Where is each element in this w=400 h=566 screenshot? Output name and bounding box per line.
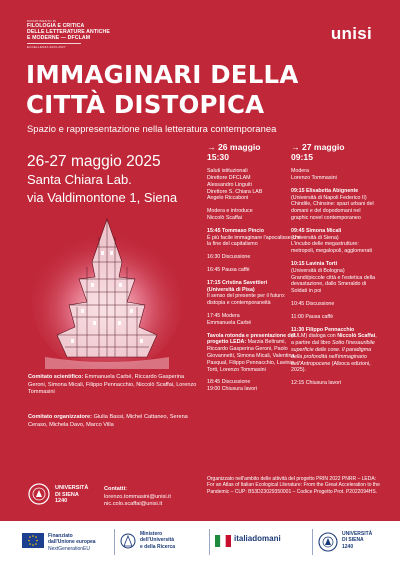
eu-text-3: NextGenerationEU <box>48 545 90 552</box>
unisi-logo-line-3: 1240 <box>55 498 68 504</box>
pnrr-funding-note: Organizzato nell'ambito delle attività del progetto PRIN 2022 PNRR – LEDA: For an Atlas of Italian Ecological Literature: From the Great Acceleration to the Pandemic – CUP: B53D23029350001 – Codice Progetto Prot. P2022094HS. <box>207 476 380 495</box>
day1-heading <box>207 143 302 162</box>
talk-affiliation: (Università di Napoli Federico II) <box>291 194 367 201</box>
day1-closing: 19:00 Chiusura lavori <box>207 386 258 393</box>
day2-coffee-break: 11:00 Pausa caffè <box>291 313 334 320</box>
contacts-label: Contatti: <box>104 486 127 492</box>
dept-line-1: FILOLOGIA E CRITICA <box>27 23 85 29</box>
unisi-footer-text-3: 1240 <box>342 543 354 550</box>
ministry-emblem-icon <box>120 533 136 549</box>
day1-discussion-1: 16:30 Discussione <box>207 254 251 261</box>
day1-discussion-2: 18:45 Discussione <box>207 379 251 386</box>
day1-greetings <box>207 168 302 202</box>
round-table-participants: Marzia Beltrami, Riccardo Gasperina Geroni, Paolo Giovannetti, Simona Micali, Valentina Pasqual, Filippo Pennacchio, Lavinia Torti, Lorenzo Tommasini <box>207 339 295 373</box>
organizing-committee <box>28 414 198 429</box>
scientific-committee <box>28 374 198 397</box>
talk-text-2: , a partire dal libro <box>291 333 377 347</box>
moderator-label: 17:45 Modera <box>207 312 240 319</box>
talk-description <box>291 333 379 374</box>
eu-text-1: Finanziato <box>48 533 73 539</box>
day2-date: → 27 maggio <box>291 142 345 152</box>
eu-flag-icon <box>22 533 44 548</box>
unisi-seal-icon <box>28 483 50 505</box>
dept-line-3: E MODERNE — DFCLAM <box>27 35 91 42</box>
talk-title: L'incubo delle megastrutture: metropoli, megalopoli, agglomerati <box>291 241 372 255</box>
contacts <box>104 486 171 509</box>
poster-title <box>26 60 299 120</box>
contact-email-1[interactable]: lorenzo.tommasini@unisi.it <box>104 493 171 500</box>
event-venue: Santa Chiara Lab. <box>27 172 132 187</box>
moderator-label: Modera e introduce <box>207 208 253 215</box>
greetings-label: Saluti istituzionali <box>207 168 248 175</box>
unisi-logo-text <box>55 485 88 505</box>
day2-talk-3 <box>291 261 379 295</box>
day1-moderator <box>207 208 302 222</box>
distopic-city-illustration <box>27 207 187 369</box>
ministry-text-3: e della Ricerca <box>140 543 176 550</box>
moderator-name: Lorenzo Tommasini <box>291 174 337 181</box>
day2-talk-4 <box>291 327 379 375</box>
program-day-1 <box>207 143 302 393</box>
greetings-name-2: Angelo Riccaboni <box>207 195 249 202</box>
greetings-role-1: Direttore DFCLAM <box>207 174 251 181</box>
unisi-footer-text-2: DI SIENA <box>342 537 364 544</box>
eu-text-2: dall'Unione europea <box>48 539 96 546</box>
dept-small-bottom: ECCELLENZA 2023-2027 <box>27 44 66 49</box>
talk-speaker: 11:30 Filippo Pennacchio <box>291 326 355 333</box>
talk-speaker: 17:15 Cristina Savettieri <box>207 279 268 286</box>
title-line-1: IMMAGINARI DELLA <box>26 60 299 89</box>
dept-small-top: DIPARTIMENTO DI <box>27 19 57 23</box>
organizing-committee-members: Giulia Bassi, Michel Cattaneo, Serena Ceraso, Michela Davo, Marco Villa <box>28 414 188 428</box>
unisi-logo: unisi <box>330 24 372 43</box>
title-line-2: CITTÀ DISTOPICA <box>26 90 265 119</box>
italiadomani-text: italiadomani <box>234 534 281 543</box>
talk-text-1: dialoga con <box>307 333 338 340</box>
day2-discussion: 10:45 Discussione <box>291 300 335 307</box>
department-logo <box>27 19 157 49</box>
round-table-heading: Tavola rotonda e presentazione del progetto LEDA: <box>207 332 296 346</box>
day2-heading <box>291 143 379 162</box>
event-dates: 26-27 maggio 2025 <box>27 153 161 170</box>
ministry-text-1: Ministero <box>140 531 163 537</box>
unisi-footer-seal-icon <box>318 532 338 552</box>
contact-email-2[interactable]: nic.colo.scaffai@unisi.it <box>104 501 163 507</box>
day1-coffee-break: 16:45 Pausa caffè <box>207 266 250 273</box>
day1-round-table <box>207 333 302 374</box>
talk-book-title: Sotto l'inesauribile superficie delle cose. Il paradigma della profondità nell'immaginario dell'Antropocene <box>291 340 375 367</box>
scientific-committee-label: Comitato scientifico: <box>28 374 84 380</box>
talk-affiliation: (Università di Pisa) <box>207 286 255 293</box>
day1-talk-1 <box>207 228 302 248</box>
talk-text-3: (Alboca edizioni, 2025). <box>291 360 371 374</box>
talk-speaker: 09:45 Simona Micali <box>291 227 342 234</box>
footer-separator <box>312 529 313 555</box>
dept-line-2: DELLE LETTERATURE ANTICHE <box>27 29 110 36</box>
event-address: via Valdimontone 1, Siena <box>27 190 178 205</box>
talk-title: Il senso del presente per il futuro: distopia e contemporaneità <box>207 293 286 307</box>
day2-talk-1 <box>291 188 379 222</box>
footer-separator <box>114 529 115 555</box>
scientific-committee-members: Emmanuela Carbé, Riccardo Gasperina Geroni, Simona Micali, Filippo Pennacchio, Niccolò Scaffai, Lorenzo Tommasini <box>28 374 197 396</box>
talk-title: È più facile immaginare l'apocalisse che la fine del capitalismo <box>207 234 301 248</box>
funding-footer <box>0 521 400 566</box>
day1-moderator-2 <box>207 313 302 327</box>
greetings-role-2: Direttore S. Chiara LAB <box>207 188 263 195</box>
talk-affiliation: (IULM) <box>291 333 308 340</box>
unisi-footer-text-1: UNIVERSITÀ <box>342 531 373 537</box>
dept-divider <box>27 43 81 44</box>
day2-talk-2 <box>291 228 379 255</box>
talk-title: Grandi/piccole città e l'estetica della devastazione, dallo Smeraldo di Soldati in poi <box>291 274 376 295</box>
talk-guest: Niccolò Scaffai <box>337 333 376 340</box>
talk-speaker: 15:45 Tommaso Pincio <box>207 227 265 234</box>
day2-closing: 12:15 Chiusura lavori <box>291 380 342 387</box>
talk-affiliation: (Università di Siena) <box>291 234 339 241</box>
italian-flag-icon <box>215 535 231 547</box>
talk-speaker: 09:15 Elisabetta Abignente <box>291 187 359 194</box>
moderator-name: Niccolò Scaffai <box>207 214 242 221</box>
day1-date: → 26 maggio <box>207 142 261 152</box>
day1-talk-2 <box>207 280 302 307</box>
unisi-logo-line-2: DI SIENA <box>55 491 79 498</box>
moderator-name: Emmanuela Carbé <box>207 319 252 326</box>
program-day-2 <box>291 143 379 387</box>
talk-title: Chindile, Chinsine: spazi urbani del domani e del dopodomani nel graphic novel contemporaneo <box>291 201 374 221</box>
greetings-name-1: Alessandro Linguiti <box>207 181 252 188</box>
day1-time: 15:30 <box>207 151 229 162</box>
moderator-label: Modera <box>291 168 309 175</box>
day2-moderator <box>291 168 379 182</box>
unisi-logo-line-1: UNIVERSITÀ <box>55 485 89 491</box>
ministry-text-2: dell'Università <box>140 537 174 544</box>
footer-separator <box>209 529 210 555</box>
talk-affiliation: (Università di Bologna) <box>291 267 345 274</box>
poster-subtitle: Spazio e rappresentazione nella letteratura contemporanea <box>27 123 277 134</box>
day2-time: 09:15 <box>291 151 313 162</box>
organizing-committee-label: Comitato organizzatore: <box>28 414 93 420</box>
talk-speaker: 10:15 Lavinia Torti <box>291 260 338 267</box>
